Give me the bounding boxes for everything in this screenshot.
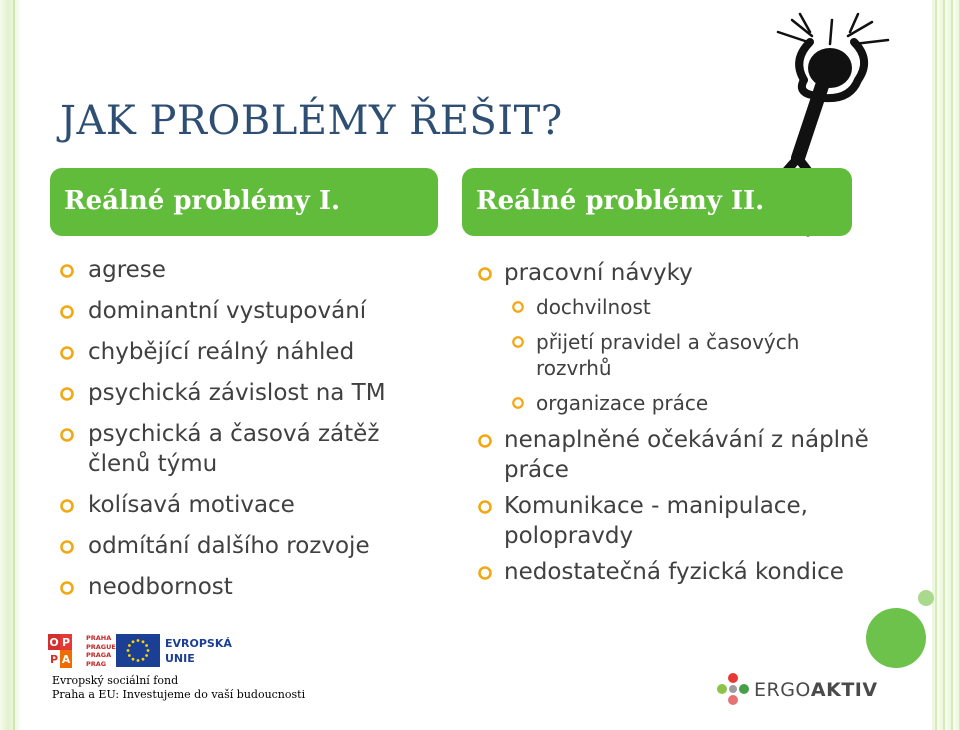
list-item: chybějící reálný náhled xyxy=(60,337,440,367)
left-decorative-stripe xyxy=(0,0,20,730)
prague-wordmark: PRAHA PRAGUE PRAGA PRAG xyxy=(86,634,116,668)
list-item-communication: Komunikace - manipulace, polopravdy xyxy=(478,491,878,551)
list-item-fitness: nedostatečná fyzická kondice xyxy=(478,557,878,587)
bullet-icon xyxy=(60,305,74,319)
sub-item-rules: přijetí pravidel a časových rozvrhů xyxy=(478,329,878,381)
bullet-icon xyxy=(60,499,74,513)
bullet-icon xyxy=(60,540,74,554)
header-real-problems-2: Reálné problémy II. xyxy=(462,168,852,236)
decorative-circle-small xyxy=(918,590,934,606)
list-item: agrese xyxy=(60,255,440,285)
bullet-icon xyxy=(60,346,74,360)
header-real-problems-1: Reálné problémy I. xyxy=(50,168,438,236)
list-item-work-habits: pracovní návyky xyxy=(478,258,878,288)
list-item: dominantní vystupování xyxy=(60,296,440,326)
slide-title: JAK PROBLÉMY ŘEŠIT? xyxy=(60,98,563,144)
left-bullet-list xyxy=(60,255,440,613)
list-item: psychická a časová zátěž členů týmu xyxy=(60,419,440,479)
ergoaktiv-logo-icon xyxy=(716,672,750,706)
oppa-letter: P xyxy=(49,653,59,666)
list-item: kolísavá motivace xyxy=(60,490,440,520)
bullet-icon xyxy=(60,264,74,278)
bullet-icon xyxy=(478,434,492,448)
oppa-letter: A xyxy=(61,653,71,666)
sub-item-punctuality: dochvilnost xyxy=(478,294,878,320)
oppa-letter: O xyxy=(49,636,59,649)
bullet-icon xyxy=(60,428,74,442)
list-item-unmet-expectations: nenaplněné očekávání z náplně práce xyxy=(478,425,878,485)
bullet-icon xyxy=(512,301,524,313)
sub-item-organization: organizace práce xyxy=(478,390,878,416)
bullet-icon xyxy=(60,581,74,595)
decorative-circle xyxy=(866,608,926,668)
bullet-icon xyxy=(478,500,492,514)
ergoaktiv-wordmark: ERGOAKTIV xyxy=(754,679,878,701)
eu-flag-icon xyxy=(116,634,160,667)
bullet-icon xyxy=(512,336,524,348)
bullet-icon xyxy=(478,267,492,281)
right-decorative-stripes xyxy=(932,0,960,730)
list-item: odmítání dalšího rozvoje xyxy=(60,531,440,561)
list-item: neodbornost xyxy=(60,572,440,602)
bullet-icon xyxy=(60,387,74,401)
bullet-icon xyxy=(478,566,492,580)
oppa-letter: P xyxy=(61,636,71,649)
esf-caption: Evropský sociální fond Praha a EU: Investujeme do vaší budoucnosti xyxy=(52,674,306,701)
list-item: psychická závislost na TM xyxy=(60,378,440,408)
bullet-icon xyxy=(512,397,524,409)
right-bullet-list xyxy=(478,258,878,593)
eu-label: EVROPSKÁ UNIE xyxy=(165,637,232,665)
